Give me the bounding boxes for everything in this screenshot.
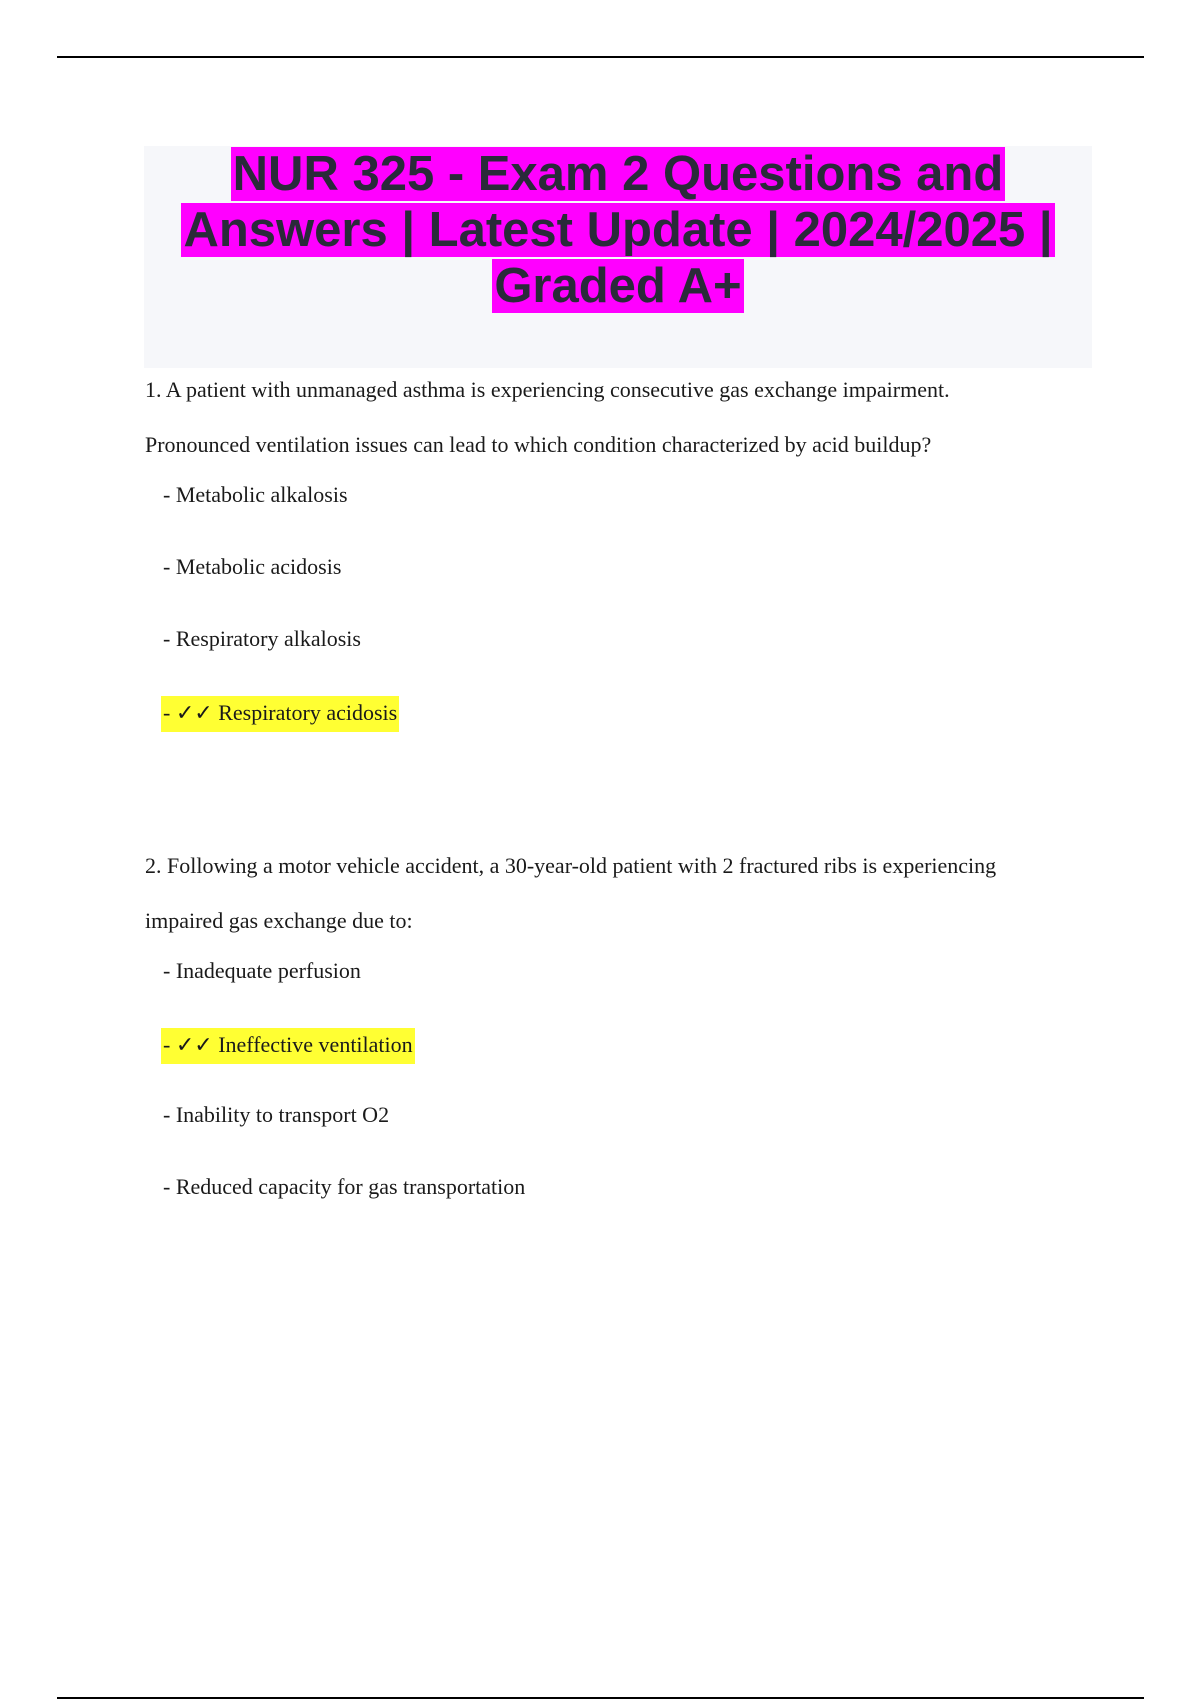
question-text bbox=[145, 362, 1105, 472]
answer-option bbox=[163, 552, 1105, 624]
footer-rule bbox=[57, 1697, 1144, 1699]
correct-answer-option bbox=[163, 696, 1105, 768]
question-2 bbox=[145, 838, 1105, 1244]
answer-options bbox=[145, 956, 1105, 1244]
answer-options bbox=[145, 480, 1105, 768]
answer-option bbox=[163, 480, 1105, 552]
answer-option-text: - Respiratory alkalosis bbox=[163, 626, 361, 651]
title-line: Answers | Latest Update | 2024/2025 | bbox=[183, 203, 1053, 257]
correct-answer-text: - ✓✓ Ineffective ventilation bbox=[161, 1028, 415, 1064]
question-line: 2. Following a motor vehicle accident, a 30-year-old patient with 2 fractured ribs is experiencing bbox=[145, 853, 997, 878]
answer-option bbox=[163, 956, 1105, 1028]
header-rule bbox=[57, 56, 1144, 58]
question-1 bbox=[145, 362, 1105, 768]
question-line: impaired gas exchange due to: bbox=[145, 908, 413, 933]
correct-answer-text: - ✓✓ Respiratory acidosis bbox=[161, 696, 399, 732]
title-line: NUR 325 - Exam 2 Questions and bbox=[232, 147, 1004, 201]
answer-option-text: - Inadequate perfusion bbox=[163, 958, 361, 983]
answer-option bbox=[163, 624, 1105, 696]
answer-option bbox=[163, 1172, 1105, 1244]
document-title bbox=[144, 146, 1092, 314]
question-text bbox=[145, 838, 1105, 948]
correct-answer-option bbox=[163, 1028, 1105, 1100]
question-line: Pronounced ventilation issues can lead to which condition characterized by acid buildup? bbox=[145, 432, 932, 457]
answer-option-text: - Reduced capacity for gas transportation bbox=[163, 1174, 526, 1199]
answer-option bbox=[163, 1100, 1105, 1172]
title-line: Graded A+ bbox=[494, 259, 742, 313]
document-content bbox=[145, 362, 1105, 1244]
question-line: 1. A patient with unmanaged asthma is experiencing consecutive gas exchange impairment. bbox=[145, 377, 950, 402]
title-block bbox=[144, 146, 1092, 368]
answer-option-text: - Metabolic alkalosis bbox=[163, 482, 348, 507]
answer-option-text: - Metabolic acidosis bbox=[163, 554, 342, 579]
answer-option-text: - Inability to transport O2 bbox=[163, 1102, 390, 1127]
